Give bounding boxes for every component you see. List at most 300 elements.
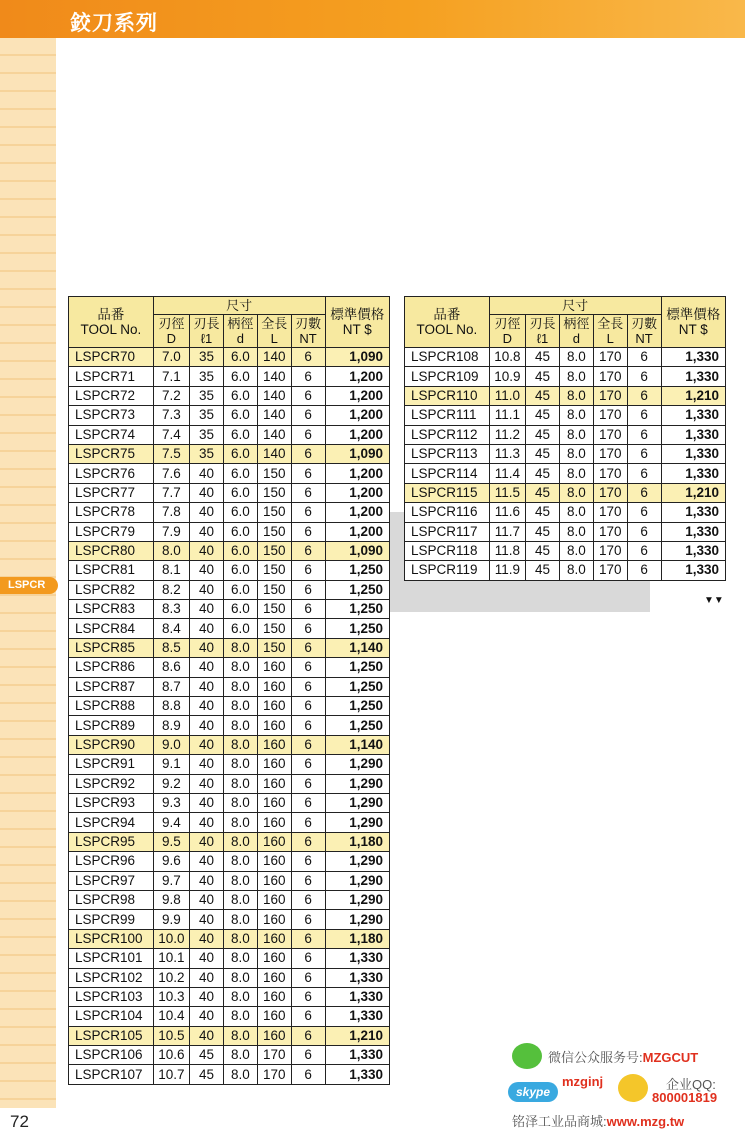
- cell-price: 1,290: [325, 910, 389, 929]
- table-row: [405, 464, 726, 483]
- cell-flutes: 6: [627, 503, 661, 522]
- cell-flutes: 6: [291, 444, 325, 463]
- cell-length: 160: [257, 832, 291, 851]
- cell-flutes: 6: [291, 813, 325, 832]
- cell-tool-no: LSPCR98: [69, 890, 154, 909]
- col-price-header: 標準價格 NT $: [325, 297, 389, 348]
- col-shank-header: 柄徑 d: [559, 315, 593, 348]
- cell-flutes: 6: [291, 503, 325, 522]
- cell-length: 170: [593, 503, 627, 522]
- cell-flute-length: 35: [190, 386, 224, 405]
- col-diameter-header: 刃徑 D: [153, 315, 189, 348]
- cell-shank: 8.0: [559, 444, 593, 463]
- col-flute-length-header: 刃長 ℓ1: [190, 315, 224, 348]
- cell-diameter: 7.7: [153, 483, 189, 502]
- table-row: [69, 910, 390, 929]
- table-row: [69, 774, 390, 793]
- cell-flute-length: 45: [526, 444, 560, 463]
- cell-shank: 6.0: [223, 348, 257, 367]
- cell-tool-no: LSPCR112: [405, 425, 490, 444]
- col-dims-group-header: 尺寸: [489, 297, 661, 315]
- table-row: [69, 503, 390, 522]
- cell-diameter: 9.9: [153, 910, 189, 929]
- cell-diameter: 11.6: [489, 503, 525, 522]
- cell-flutes: 6: [291, 774, 325, 793]
- cell-tool-no: LSPCR94: [69, 813, 154, 832]
- cell-length: 140: [257, 386, 291, 405]
- cell-tool-no: LSPCR83: [69, 600, 154, 619]
- cell-flute-length: 45: [526, 386, 560, 405]
- table-row: [405, 503, 726, 522]
- table-row: [405, 406, 726, 425]
- cell-diameter: 10.1: [153, 949, 189, 968]
- cell-diameter: 8.5: [153, 638, 189, 657]
- cell-diameter: 11.9: [489, 561, 525, 580]
- cell-diameter: 10.9: [489, 367, 525, 386]
- cell-flute-length: 40: [190, 561, 224, 580]
- cell-diameter: 7.4: [153, 425, 189, 444]
- cell-diameter: 11.4: [489, 464, 525, 483]
- cell-diameter: 11.8: [489, 541, 525, 560]
- table-row: [69, 890, 390, 909]
- cell-price: 1,290: [325, 813, 389, 832]
- table-row: [69, 735, 390, 754]
- table-row: [405, 348, 726, 367]
- cell-flutes: 6: [291, 755, 325, 774]
- cell-shank: 6.0: [223, 464, 257, 483]
- cell-diameter: 9.4: [153, 813, 189, 832]
- cell-flutes: 6: [627, 425, 661, 444]
- cell-shank: 8.0: [559, 425, 593, 444]
- cell-price: 1,290: [325, 755, 389, 774]
- cell-shank: 8.0: [559, 367, 593, 386]
- cell-diameter: 10.2: [153, 968, 189, 987]
- cell-tool-no: LSPCR96: [69, 852, 154, 871]
- cell-diameter: 7.8: [153, 503, 189, 522]
- cell-tool-no: LSPCR78: [69, 503, 154, 522]
- cell-flutes: 6: [627, 444, 661, 463]
- cell-price: 1,200: [325, 483, 389, 502]
- col-length-header: 全長 L: [593, 315, 627, 348]
- cell-length: 170: [257, 1046, 291, 1065]
- cell-diameter: 8.6: [153, 658, 189, 677]
- cell-shank: 8.0: [223, 949, 257, 968]
- table-row: [69, 871, 390, 890]
- cell-length: 160: [257, 929, 291, 948]
- cell-tool-no: LSPCR117: [405, 522, 490, 541]
- cell-shank: 8.0: [223, 813, 257, 832]
- skype-id: mzginj: [562, 1074, 604, 1089]
- cell-flute-length: 40: [190, 813, 224, 832]
- cell-length: 160: [257, 677, 291, 696]
- cell-tool-no: LSPCR102: [69, 968, 154, 987]
- cell-price: 1,290: [325, 793, 389, 812]
- cell-shank: 6.0: [223, 600, 257, 619]
- cell-flutes: 6: [291, 483, 325, 502]
- cell-flute-length: 40: [190, 483, 224, 502]
- cell-price: 1,180: [325, 832, 389, 851]
- cell-flutes: 6: [291, 464, 325, 483]
- cell-length: 160: [257, 968, 291, 987]
- cell-price: 1,330: [325, 987, 389, 1006]
- cell-tool-no: LSPCR93: [69, 793, 154, 812]
- cell-flute-length: 40: [190, 1026, 224, 1045]
- table-row: [69, 1007, 390, 1026]
- left-decor-strip: [0, 38, 56, 1108]
- cell-tool-no: LSPCR76: [69, 464, 154, 483]
- table-row: [405, 367, 726, 386]
- cell-flutes: 6: [291, 910, 325, 929]
- cell-shank: 8.0: [223, 793, 257, 812]
- cell-tool-no: LSPCR85: [69, 638, 154, 657]
- side-tab-lspcr[interactable]: LSPCR: [0, 577, 58, 594]
- continue-marker: ▼▼: [704, 595, 724, 606]
- cell-price: 1,250: [325, 716, 389, 735]
- cell-shank: 8.0: [223, 638, 257, 657]
- cell-price: 1,330: [661, 503, 725, 522]
- cell-length: 170: [593, 522, 627, 541]
- cell-diameter: 11.0: [489, 386, 525, 405]
- cell-tool-no: LSPCR110: [405, 386, 490, 405]
- cell-flute-length: 40: [190, 910, 224, 929]
- table-row: [69, 348, 390, 367]
- cell-length: 150: [257, 483, 291, 502]
- cell-length: 160: [257, 987, 291, 1006]
- cell-price: 1,290: [325, 890, 389, 909]
- cell-flute-length: 35: [190, 444, 224, 463]
- table-row: [69, 949, 390, 968]
- cell-tool-no: LSPCR105: [69, 1026, 154, 1045]
- cell-price: 1,200: [325, 367, 389, 386]
- cell-price: 1,290: [325, 852, 389, 871]
- cell-shank: 6.0: [223, 367, 257, 386]
- cell-price: 1,200: [325, 522, 389, 541]
- cell-shank: 8.0: [223, 890, 257, 909]
- cell-flutes: 6: [291, 541, 325, 560]
- cell-length: 140: [257, 425, 291, 444]
- cell-diameter: 9.7: [153, 871, 189, 890]
- cell-price: 1,330: [661, 348, 725, 367]
- cell-flute-length: 40: [190, 890, 224, 909]
- cell-length: 150: [257, 541, 291, 560]
- cell-price: 1,330: [325, 1007, 389, 1026]
- cell-price: 1,200: [325, 464, 389, 483]
- cell-flutes: 6: [291, 658, 325, 677]
- cell-flute-length: 40: [190, 503, 224, 522]
- cell-diameter: 8.2: [153, 580, 189, 599]
- table-row: [405, 425, 726, 444]
- cell-flute-length: 35: [190, 348, 224, 367]
- cell-price: 1,330: [661, 561, 725, 580]
- table-row: [69, 793, 390, 812]
- cell-length: 140: [257, 444, 291, 463]
- cell-flutes: 6: [291, 1046, 325, 1065]
- cell-tool-no: LSPCR104: [69, 1007, 154, 1026]
- cell-shank: 6.0: [223, 425, 257, 444]
- table-row: [405, 522, 726, 541]
- table-row: [69, 968, 390, 987]
- cell-shank: 8.0: [223, 697, 257, 716]
- cell-flute-length: 40: [190, 735, 224, 754]
- cell-shank: 8.0: [223, 929, 257, 948]
- cell-flute-length: 40: [190, 716, 224, 735]
- cell-shank: 8.0: [559, 541, 593, 560]
- cell-flutes: 6: [291, 1007, 325, 1026]
- table-row: [69, 852, 390, 871]
- table-row: [405, 444, 726, 463]
- cell-shank: 6.0: [223, 580, 257, 599]
- cell-tool-no: LSPCR82: [69, 580, 154, 599]
- cell-tool-no: LSPCR116: [405, 503, 490, 522]
- cell-diameter: 8.0: [153, 541, 189, 560]
- cell-flute-length: 40: [190, 697, 224, 716]
- cell-diameter: 10.6: [153, 1046, 189, 1065]
- cell-length: 140: [257, 367, 291, 386]
- cell-diameter: 7.9: [153, 522, 189, 541]
- cell-length: 170: [593, 483, 627, 502]
- cell-flutes: 6: [291, 968, 325, 987]
- cell-price: 1,330: [661, 522, 725, 541]
- cell-length: 160: [257, 813, 291, 832]
- cell-price: 1,250: [325, 658, 389, 677]
- cell-price: 1,200: [325, 425, 389, 444]
- cell-flutes: 6: [291, 348, 325, 367]
- cell-flute-length: 40: [190, 987, 224, 1006]
- cell-shank: 8.0: [223, 1026, 257, 1045]
- cell-flute-length: 45: [526, 541, 560, 560]
- cell-shank: 6.0: [223, 541, 257, 560]
- cell-shank: 8.0: [223, 658, 257, 677]
- cell-flute-length: 45: [190, 1046, 224, 1065]
- cell-diameter: 10.4: [153, 1007, 189, 1026]
- cell-price: 1,250: [325, 697, 389, 716]
- cell-flutes: 6: [291, 580, 325, 599]
- cell-shank: 8.0: [559, 503, 593, 522]
- cell-price: 1,210: [661, 386, 725, 405]
- cell-tool-no: LSPCR70: [69, 348, 154, 367]
- table-row: [405, 483, 726, 502]
- cell-flute-length: 40: [190, 464, 224, 483]
- cell-diameter: 9.8: [153, 890, 189, 909]
- cell-diameter: 8.7: [153, 677, 189, 696]
- cell-flute-length: 45: [526, 503, 560, 522]
- cell-length: 150: [257, 503, 291, 522]
- cell-length: 160: [257, 735, 291, 754]
- cell-price: 1,290: [325, 871, 389, 890]
- cell-tool-no: LSPCR84: [69, 619, 154, 638]
- cell-diameter: 9.1: [153, 755, 189, 774]
- spec-table-right: [404, 296, 726, 581]
- cell-flutes: 6: [627, 406, 661, 425]
- cell-flute-length: 45: [190, 1065, 224, 1084]
- cell-tool-no: LSPCR92: [69, 774, 154, 793]
- cell-price: 1,210: [661, 483, 725, 502]
- cell-length: 160: [257, 793, 291, 812]
- cell-diameter: 10.7: [153, 1065, 189, 1084]
- cell-flute-length: 40: [190, 522, 224, 541]
- cell-price: 1,330: [325, 949, 389, 968]
- cell-length: 150: [257, 561, 291, 580]
- cell-length: 160: [257, 1026, 291, 1045]
- table-row: [69, 541, 390, 560]
- cell-price: 1,090: [325, 348, 389, 367]
- table-row: [405, 541, 726, 560]
- cell-flutes: 6: [291, 561, 325, 580]
- cell-flutes: 6: [291, 619, 325, 638]
- cell-shank: 8.0: [223, 910, 257, 929]
- cell-flutes: 6: [291, 716, 325, 735]
- cell-length: 170: [593, 348, 627, 367]
- cell-tool-no: LSPCR109: [405, 367, 490, 386]
- cell-flutes: 6: [291, 890, 325, 909]
- cell-flute-length: 35: [190, 406, 224, 425]
- cell-price: 1,180: [325, 929, 389, 948]
- table-row: [69, 1065, 390, 1084]
- table-row: [69, 580, 390, 599]
- cell-flute-length: 35: [190, 425, 224, 444]
- cell-length: 160: [257, 716, 291, 735]
- cell-tool-no: LSPCR107: [69, 1065, 154, 1084]
- col-flutes-header: 刃數 NT: [627, 315, 661, 348]
- cell-price: 1,330: [661, 444, 725, 463]
- cell-flute-length: 45: [526, 522, 560, 541]
- cell-diameter: 11.1: [489, 406, 525, 425]
- cell-flute-length: 40: [190, 677, 224, 696]
- cell-shank: 8.0: [559, 483, 593, 502]
- cell-tool-no: LSPCR111: [405, 406, 490, 425]
- cell-tool-no: LSPCR100: [69, 929, 154, 948]
- cell-flute-length: 40: [190, 852, 224, 871]
- cell-diameter: 9.2: [153, 774, 189, 793]
- page-number: 72: [10, 1112, 29, 1131]
- cell-flutes: 6: [291, 386, 325, 405]
- cell-tool-no: LSPCR97: [69, 871, 154, 890]
- cell-diameter: 8.8: [153, 697, 189, 716]
- table-row: [69, 832, 390, 851]
- cell-diameter: 11.5: [489, 483, 525, 502]
- cell-shank: 8.0: [223, 871, 257, 890]
- table-row: [69, 697, 390, 716]
- cell-shank: 8.0: [559, 406, 593, 425]
- cell-price: 1,140: [325, 638, 389, 657]
- cell-flute-length: 40: [190, 968, 224, 987]
- cell-length: 170: [257, 1065, 291, 1084]
- cell-tool-no: LSPCR91: [69, 755, 154, 774]
- cell-shank: 8.0: [223, 852, 257, 871]
- cell-diameter: 7.2: [153, 386, 189, 405]
- cell-price: 1,330: [661, 425, 725, 444]
- table-row: [69, 367, 390, 386]
- cell-flute-length: 45: [526, 348, 560, 367]
- cell-flutes: 6: [291, 793, 325, 812]
- cell-length: 160: [257, 890, 291, 909]
- cell-tool-no: LSPCR79: [69, 522, 154, 541]
- cell-flutes: 6: [291, 949, 325, 968]
- cell-flutes: 6: [627, 522, 661, 541]
- cell-diameter: 7.3: [153, 406, 189, 425]
- cell-diameter: 9.5: [153, 832, 189, 851]
- cell-flutes: 6: [291, 697, 325, 716]
- cell-shank: 8.0: [223, 968, 257, 987]
- cell-flutes: 6: [291, 367, 325, 386]
- cell-price: 1,330: [325, 1046, 389, 1065]
- cell-flutes: 6: [291, 1065, 325, 1084]
- cell-flutes: 6: [291, 1026, 325, 1045]
- cell-length: 160: [257, 658, 291, 677]
- page-title: 鉸刀系列: [70, 12, 158, 35]
- cell-length: 140: [257, 406, 291, 425]
- cell-flutes: 6: [291, 406, 325, 425]
- col-dims-group-header: 尺寸: [153, 297, 325, 315]
- spec-table-left-body: [69, 348, 390, 1085]
- qq-number: 800001819: [652, 1090, 718, 1105]
- cell-price: 1,250: [325, 619, 389, 638]
- cell-shank: 8.0: [223, 987, 257, 1006]
- cell-tool-no: LSPCR89: [69, 716, 154, 735]
- cell-shank: 6.0: [223, 483, 257, 502]
- cell-length: 160: [257, 755, 291, 774]
- table-row: [69, 716, 390, 735]
- cell-tool-no: LSPCR101: [69, 949, 154, 968]
- cell-length: 170: [593, 367, 627, 386]
- table-row: [69, 464, 390, 483]
- cell-flutes: 6: [291, 871, 325, 890]
- cell-tool-no: LSPCR115: [405, 483, 490, 502]
- cell-flute-length: 45: [526, 561, 560, 580]
- cell-flutes: 6: [627, 367, 661, 386]
- cell-price: 1,090: [325, 541, 389, 560]
- cell-length: 150: [257, 619, 291, 638]
- cell-tool-no: LSPCR74: [69, 425, 154, 444]
- cell-diameter: 8.4: [153, 619, 189, 638]
- cell-price: 1,250: [325, 677, 389, 696]
- cell-tool-no: LSPCR118: [405, 541, 490, 560]
- table-row: [69, 406, 390, 425]
- col-diameter-header: 刃徑 D: [489, 315, 525, 348]
- cell-shank: 6.0: [223, 444, 257, 463]
- cell-shank: 6.0: [223, 561, 257, 580]
- cell-shank: 6.0: [223, 619, 257, 638]
- cell-tool-no: LSPCR99: [69, 910, 154, 929]
- cell-diameter: 7.6: [153, 464, 189, 483]
- cell-flute-length: 45: [526, 464, 560, 483]
- cell-price: 1,330: [325, 968, 389, 987]
- cell-shank: 8.0: [223, 774, 257, 793]
- cell-price: 1,330: [661, 406, 725, 425]
- cell-length: 150: [257, 580, 291, 599]
- cell-price: 1,200: [325, 406, 389, 425]
- table-row: [69, 619, 390, 638]
- cell-shank: 8.0: [559, 561, 593, 580]
- wechat-contact: 微信公众服务号:MZGCUT: [548, 1050, 699, 1065]
- cell-diameter: 7.0: [153, 348, 189, 367]
- cell-flute-length: 40: [190, 600, 224, 619]
- qq-smile-icon: [618, 1074, 648, 1102]
- cell-tool-no: LSPCR86: [69, 658, 154, 677]
- cell-diameter: 11.7: [489, 522, 525, 541]
- cell-tool-no: LSPCR81: [69, 561, 154, 580]
- cell-flutes: 6: [291, 852, 325, 871]
- cell-price: 1,330: [661, 541, 725, 560]
- wechat-icon: [512, 1043, 542, 1069]
- col-length-header: 全長 L: [257, 315, 291, 348]
- cell-shank: 8.0: [223, 735, 257, 754]
- cell-price: 1,330: [325, 1065, 389, 1084]
- cell-price: 1,250: [325, 580, 389, 599]
- cell-price: 1,090: [325, 444, 389, 463]
- cell-price: 1,290: [325, 774, 389, 793]
- cell-flutes: 6: [627, 483, 661, 502]
